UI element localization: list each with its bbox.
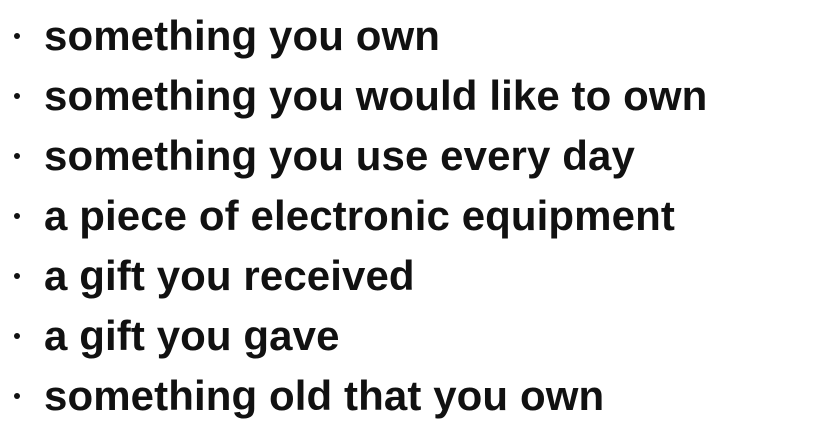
list-item-text: a gift you received <box>44 252 415 299</box>
bullet-dot-icon <box>14 273 20 279</box>
list-item <box>0 366 707 426</box>
list-item <box>0 186 707 246</box>
bullet-dot-icon <box>14 93 20 99</box>
list-item-text: something you would like to own <box>44 72 708 119</box>
bullet-dot-icon <box>14 33 20 39</box>
list-item <box>0 126 707 186</box>
bullet-list <box>0 6 707 426</box>
list-item <box>0 306 707 366</box>
list-item <box>0 66 707 126</box>
bullet-dot-icon <box>14 333 20 339</box>
bullet-dot-icon <box>14 153 20 159</box>
list-item-text: a gift you gave <box>44 312 340 359</box>
list-item <box>0 6 707 66</box>
list-item-text: something you own <box>44 12 441 59</box>
bullet-dot-icon <box>14 213 20 219</box>
bullet-dot-icon <box>14 393 20 399</box>
list-item-text: something old that you own <box>44 372 605 419</box>
list-item-text: a piece of electronic equipment <box>44 192 675 239</box>
list-item-text: something you use every day <box>44 132 635 179</box>
list-item <box>0 246 707 306</box>
